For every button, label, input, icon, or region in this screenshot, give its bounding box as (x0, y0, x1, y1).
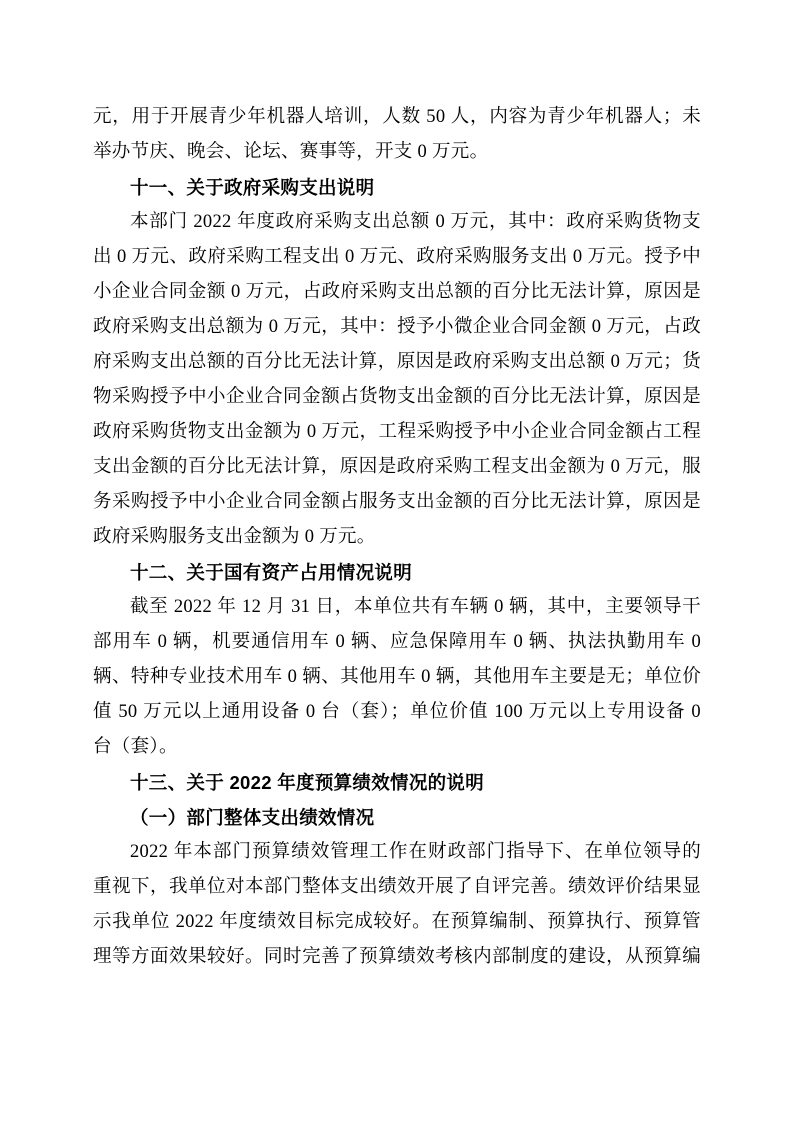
document-content (93, 100, 701, 975)
paragraph-line: 政府采购货物支出金额为 0 万元，工程采购授予中小企业合同金额占工程 (93, 422, 701, 442)
paragraph-line: 辆、特种专业技术用车 0 辆、其他用车 0 辆，其他用车主要是无；单位价 (93, 667, 701, 687)
paragraph-line: 物采购授予中小企业合同金额占货物支出金额的百分比无法计算，原因是 (93, 387, 701, 407)
paragraph-line: 小企业合同金额 0 万元，占政府采购支出总额的百分比无法计算，原因是 (93, 282, 701, 302)
paragraph-line: 务采购授予中小企业合同金额占服务支出金额的百分比无法计算，原因是 (93, 492, 701, 512)
paragraph-line: 支出金额的百分比无法计算，原因是政府采购工程支出金额为 0 万元，服 (93, 457, 701, 477)
paragraph-line: 府采购支出总额的百分比无法计算，原因是政府采购支出总额 0 万元；货 (93, 352, 701, 372)
paragraph-line: 政府采购支出总额为 0 万元，其中：授予小微企业合同金额 0 万元，占政 (93, 317, 701, 337)
paragraph-overall-performance (93, 835, 701, 975)
heading-section-11: 十一、关于政府采购支出说明 (130, 177, 375, 198)
paragraph-line: 截至 2022 年 12 月 31 日，本单位共有车辆 0 辆，其中，主要领导干 (130, 597, 701, 617)
paragraph-line: 部用车 0 辆，机要通信用车 0 辆、应急保障用车 0 辆、执法执勤用车 0 (93, 632, 701, 652)
heading-section-12: 十二、关于国有资产占用情况说明 (130, 562, 413, 583)
paragraph-line: 政府采购服务支出金额为 0 万元。 (93, 527, 376, 547)
paragraph-line: 重视下，我单位对本部门整体支出绩效开展了自评完善。绩效评价结果显 (93, 877, 701, 897)
paragraph-line: 出 0 万元、政府采购工程支出 0 万元、政府采购服务支出 0 万元。授予中 (93, 247, 701, 267)
paragraph-state-owned-assets (93, 590, 701, 765)
paragraph-line: 示我单位 2022 年度绩效目标完成较好。在预算编制、预算执行、预算管 (93, 912, 701, 932)
heading-section-13: 十三、关于 2022 年度预算绩效情况的说明 (130, 772, 485, 793)
paragraph-line: 理等方面效果较好。同时完善了预算绩效考核内部制度的建设，从预算编 (93, 947, 701, 967)
paragraph-line: 举办节庆、晚会、论坛、赛事等，开支 0 万元。 (93, 142, 489, 162)
paragraph-line: 元，用于开展青少年机器人培训，人数 50 人，内容为青少年机器人；未 (93, 107, 701, 127)
paragraph-line: 本部门 2022 年度政府采购支出总额 0 万元，其中：政府采购货物支 (130, 212, 701, 232)
heading-section-13-sub-1: （一）部门整体支出绩效情况 (130, 807, 375, 828)
paragraph-line: 台（套）。 (93, 737, 178, 757)
paragraph-line: 2022 年本部门预算绩效管理工作在财政部门指导下、在单位领导的 (130, 842, 701, 862)
paragraph-training-expense-continuation (93, 100, 701, 170)
paragraph-government-procurement (93, 205, 701, 555)
paragraph-line: 值 50 万元以上通用设备 0 台（套）；单位价值 100 万元以上专用设备 0 (93, 702, 701, 722)
